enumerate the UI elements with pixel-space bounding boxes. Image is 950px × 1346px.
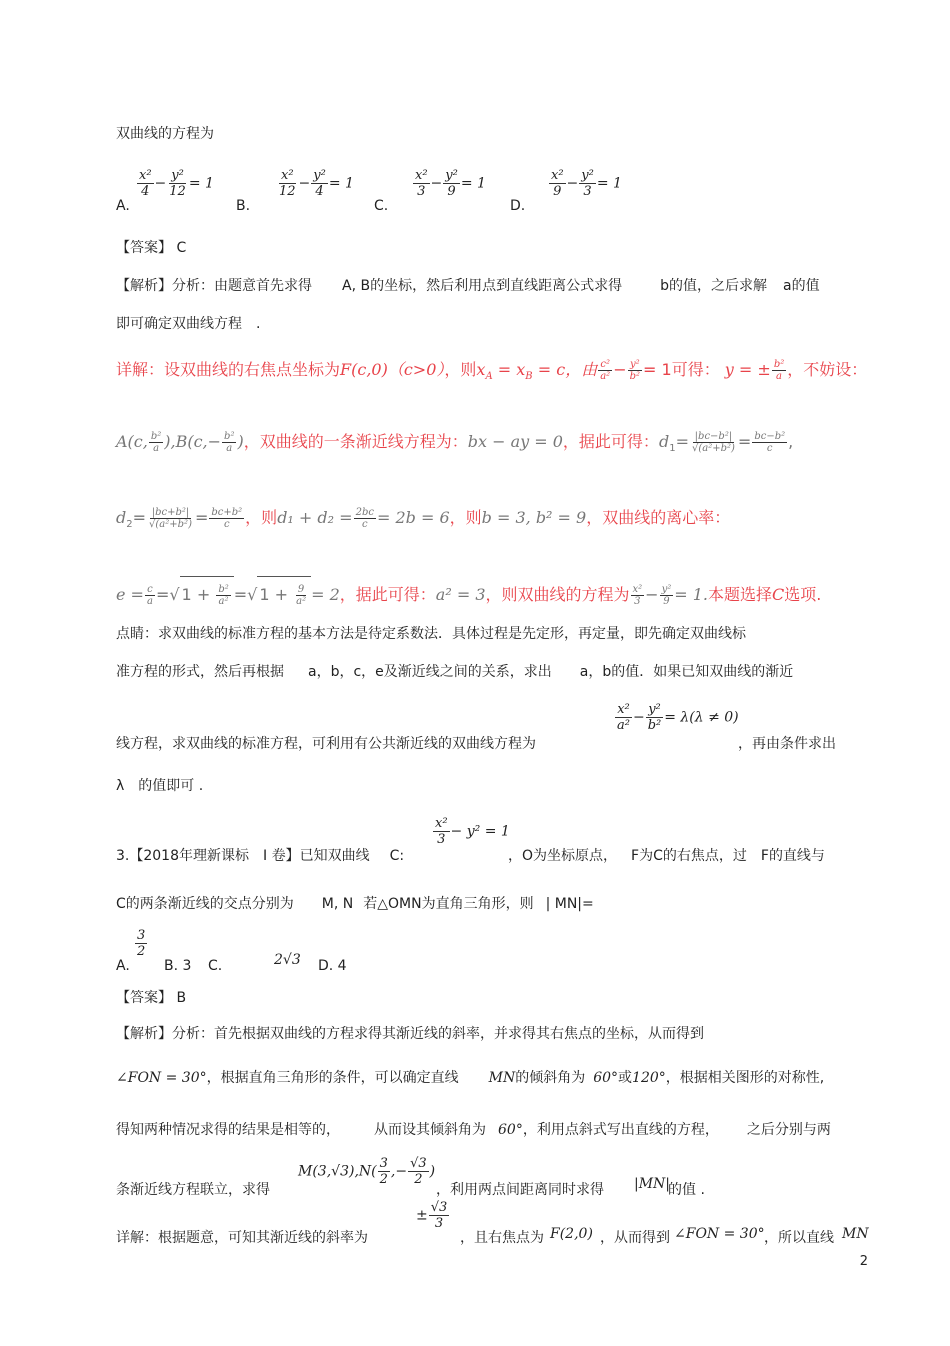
q2-detail-line3: $d_2=$ $\frac{\text{|bc+b²|}}{\text{√(a²+b²)}}$ = $\frac{\text{bc+b²}}{c}$ ，则d₁ + d₂ = $\frac{2bc}{c}$ = 2b = 6，则b = 3, b² = 9，双曲线的离心率： (116, 507, 731, 531)
q2-tip-line1: 点睛：求双曲线的标准方程的基本方法是待定系数法．具体过程是先定形，再定量，即先确定双曲线标 (116, 626, 746, 642)
q3-options: A. $\frac{3}{2}$ B. 3 C. 2√3 D. 4 (116, 928, 347, 974)
q3-analysis-line2: ∠FON = 30°，根据直角三角形的条件，可以确定直线 MN的倾斜角为 60°或120°，根据相关图形的对称性, (116, 1070, 825, 1086)
q2-detail-line1: 详解：设双曲线的右焦点坐标为F(c,0)（c>0），则$x_A = x_B = c$，由 $\frac{\text{c²}}{\text{a²}}$ − $\frac{\text{y²}}{\text{b²}}$ = 1可得： y = ± $\frac{\text{b²}}{a}$ ，不妨设： (116, 359, 868, 383)
q2-tip-formula: $\frac{\text{x²}}{\text{a²}}$ − $\frac{\text{y²}}{\text{b²}}$ = λ(λ ≠ 0) (617, 702, 739, 733)
q2-answer: 【答案】 C (116, 240, 187, 256)
q2-tip-line3-tail: ，再由条件求出 (738, 736, 836, 752)
q3-analysis-line3: 得知两种情况求得的结果是相等的， 从而设其倾斜角为 60°，利用点斜式写出直线的方程， 之后分别与两 (116, 1122, 831, 1138)
q3-equation: $\frac{\text{x²}}{3}$ − y² = 1 (435, 816, 510, 847)
q2-tip-line3-text: 线方程，求双曲线的标准方程，可利用有公共渐近线的双曲线方程为 (116, 736, 536, 752)
q2-analysis-line2: 即可确定双曲线方程 . (116, 316, 261, 332)
q3-answer: 【答案】 B (116, 990, 187, 1006)
page-number: 2 (859, 1254, 868, 1269)
q3-analysis-line1: 【解析】分析：首先根据双曲线的方程求得其渐近线的斜率，并求得其右焦点的坐标，从而得到 (116, 1026, 704, 1042)
q2-tail: 双曲线的方程为 (116, 126, 214, 142)
q2-tip-line2: 准方程的形式，然后再根据 a，b，c，e及渐近线之间的关系，求出 a，b的值．如果已知双曲线的渐近 (116, 664, 794, 680)
q3-statement-line1: 3.【2018年理新课标 Ⅰ 卷】已知双曲线 C: (116, 848, 405, 864)
q2-analysis-line1: 【解析】分析：由题意首先求得 A, B的坐标，然后利用点到直线距离公式求得 b的值，之后求解 a的值 (116, 278, 820, 294)
q3-detail-line1: 详解：根据题意，可知其渐近线的斜率为 ± $\frac{√3}{3}$ ，且右焦点为 F(2,0) ，从而得到 ∠FON = 30° ，所以直线 MN (116, 1200, 869, 1246)
q3-statement-line1-tail: ，O为坐标原点， F为C的右焦点，过 F的直线与 (508, 848, 825, 864)
q2-tip-line4: λ 的值即可 . (116, 778, 204, 794)
q2-detail-line2: A(c, $\frac{\text{b²}}{a}$ ),B(c,− $\frac{\text{b²}}{a}$ )，双曲线的一条渐近线方程为：bx − ay = 0，据此可得：$d_1=$ $\frac{\text{|bc−b²|}}{\text{√(a²+b²)}}$ = $\frac{\text{bc−b²}}{c}$ , (116, 431, 794, 455)
q3-statement-line2: C的两条渐近线的交点分别为 M, N 若△OMN为直角三角形，则 | MN|= (116, 896, 594, 912)
q2-detail-line4: e = $\frac{c}{a}$ =√ 1 + $\frac{\text{b²}}{\text{a²}}$ =√ 1 + $\frac{9}{\text{a²}}$ = 2，据此可得：a² = 3，则双曲线的方程为 $\frac{\text{x²}}{3}$ − $\frac{\text{y²}}{9}$ = 1.本题选择C选项. (116, 576, 821, 612)
